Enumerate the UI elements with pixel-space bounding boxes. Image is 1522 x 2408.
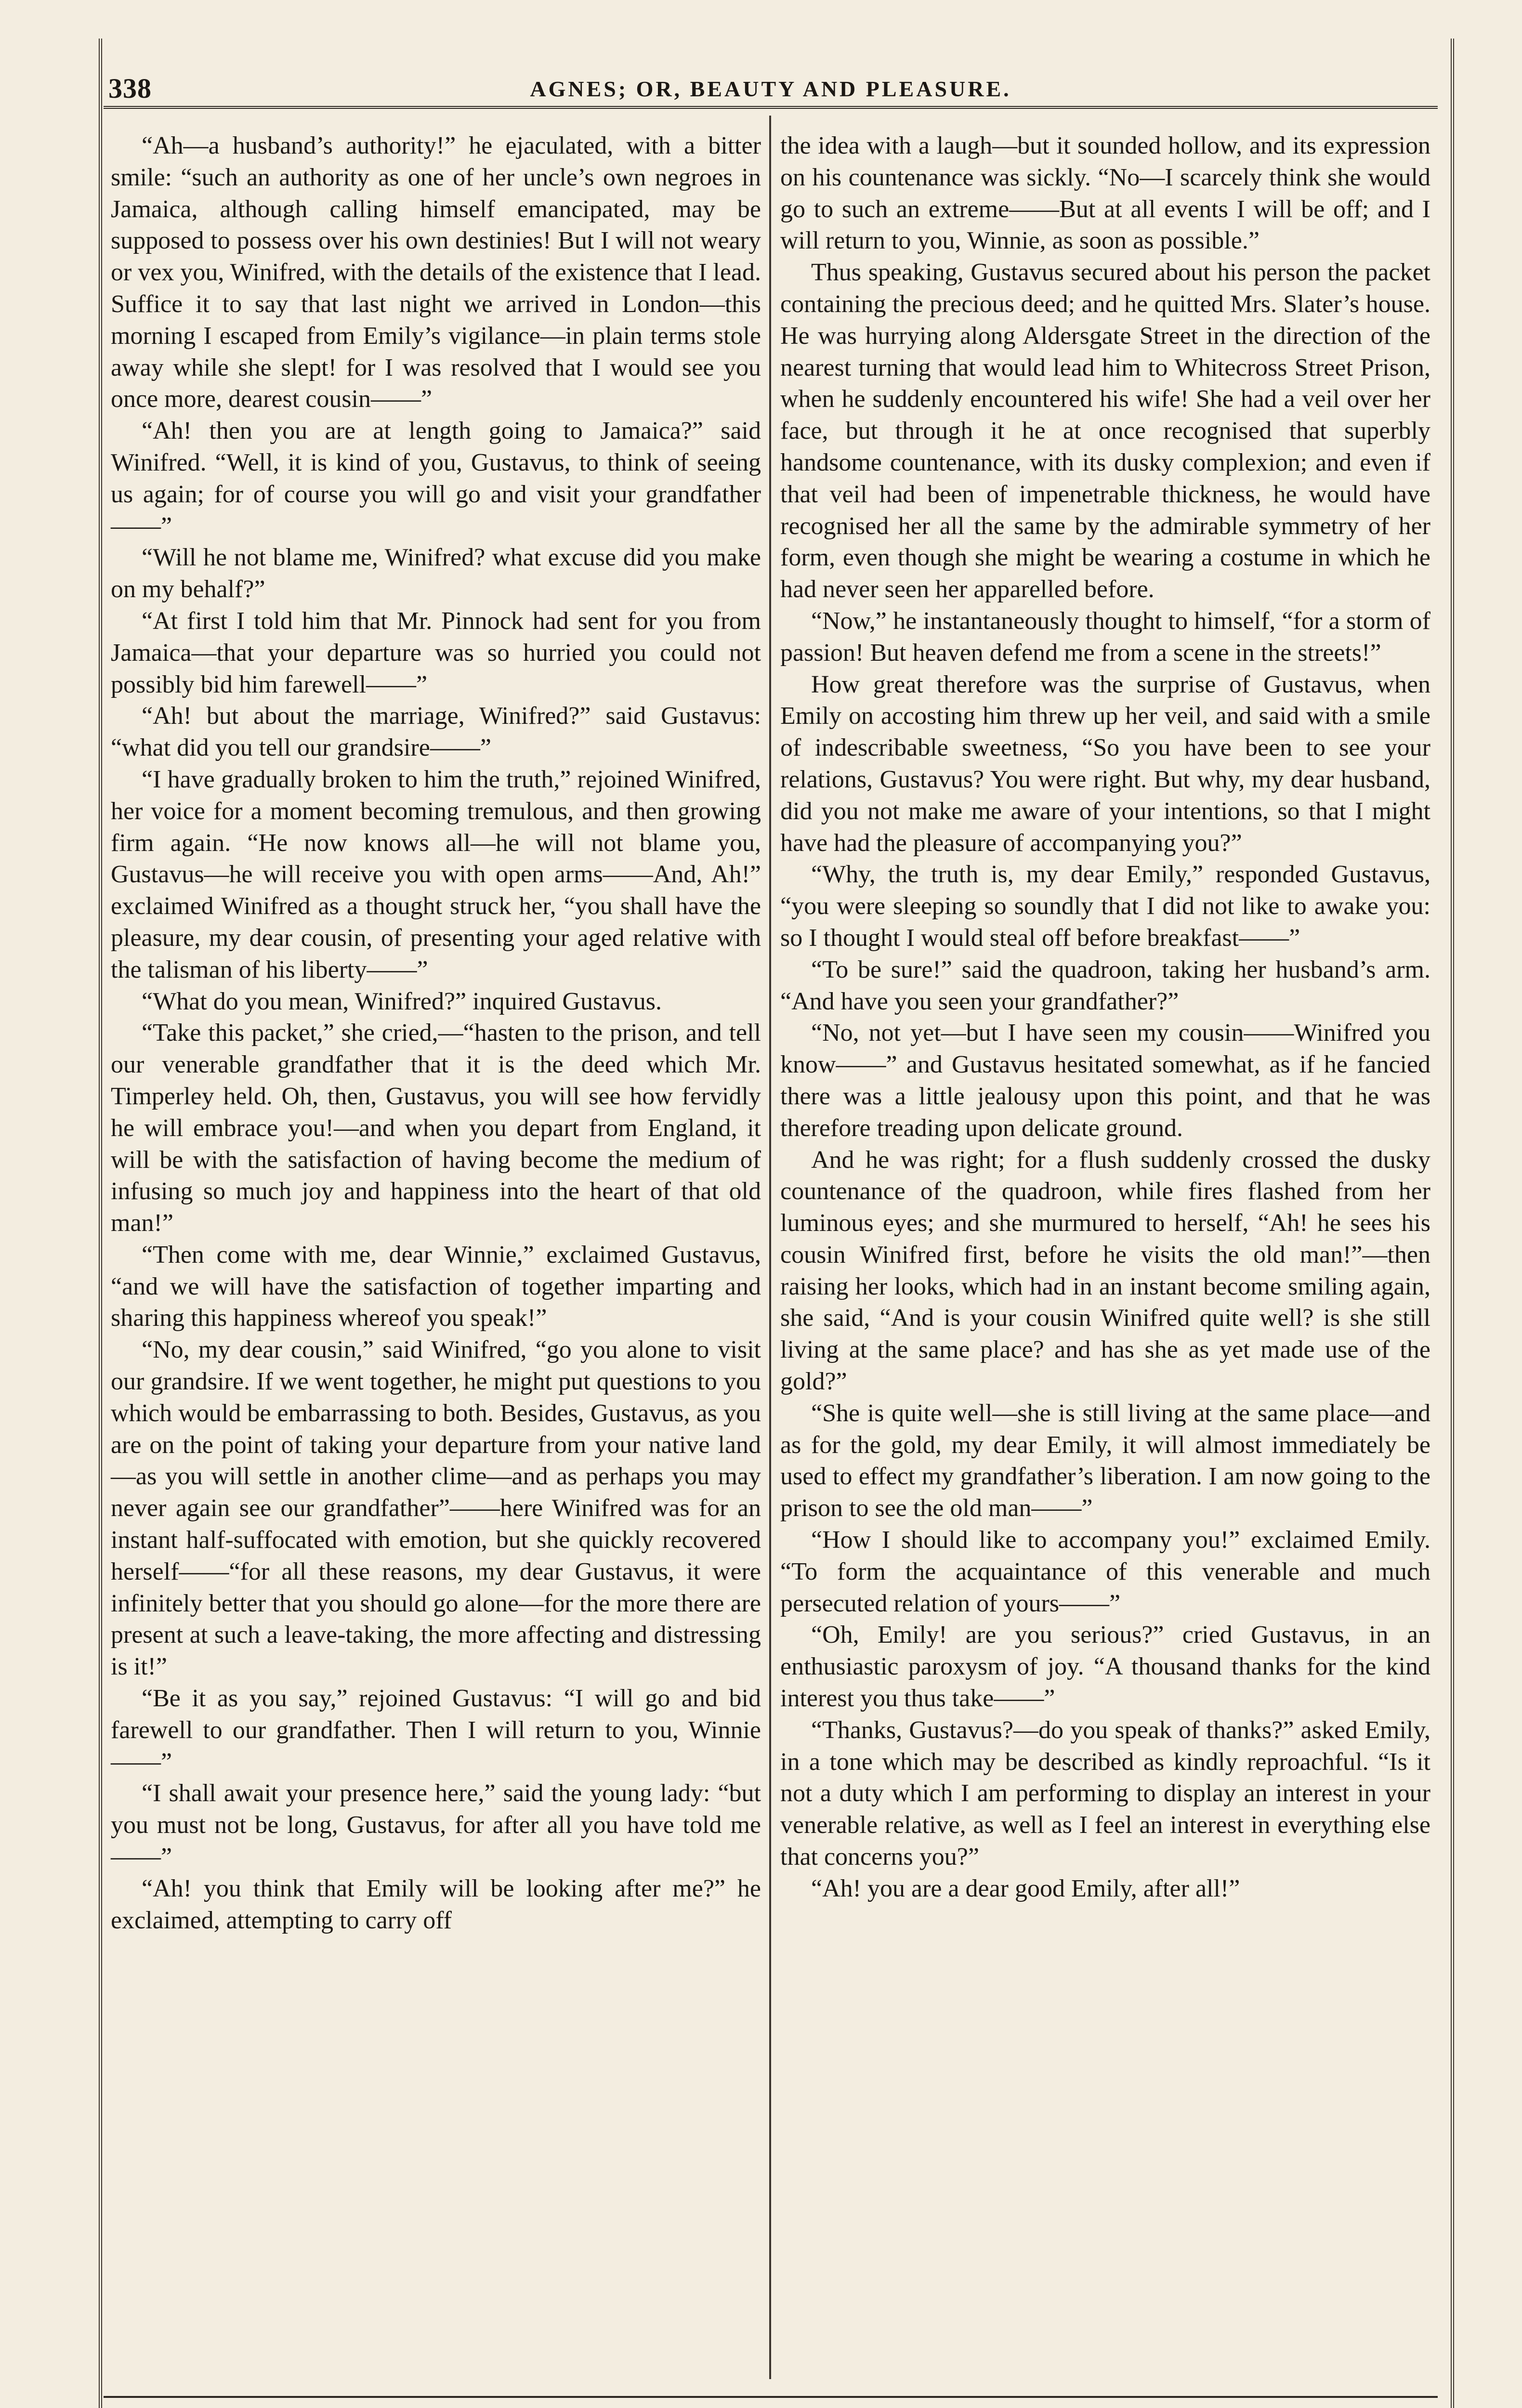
bottom-rule xyxy=(104,2396,1438,2398)
running-header xyxy=(104,72,1438,109)
paragraph: “Why, the truth is, my dear Emily,” responded Gustavus, “you were sleeping so soundly that I did not like to awake you: so I thought I would steal off before breakfast——” xyxy=(780,861,1430,952)
paragraph: “Take this packet,” she cried,—“hasten to the prison, and tell our venerable grandfather that it is the deed which Mr. Timperley held. Oh, then, Gustavus, you will see how fervidly he will embrace you!—and when you depart from England, it will be with the satisfaction of having become the medium of infusing so much joy and happiness into the heart of that old man!” xyxy=(111,1019,761,1237)
paragraph: “I shall await your presence here,” said the young lady: “but you must not be long, Gustavus, for after all you have told me——” xyxy=(111,1780,761,1871)
paragraph: “Will he not blame me, Winifred? what excuse did you make on my behalf?” xyxy=(111,544,761,603)
right-column xyxy=(780,130,1430,1905)
running-title: AGNES; OR, BEAUTY AND PLEASURE. xyxy=(530,77,1011,101)
paragraph: And he was right; for a flush suddenly crossed the dusky countenance of the quadroon, while fires flashed from her luminous eyes; and she murmured to herself, “Ah! he sees his cousin Winifred first, before he visits the old man!”—then raising her looks, which had in an instant become smiling again, she said, “And is your cousin Winifred quite well? is she still living at the same place? and has she as yet made use of the gold?” xyxy=(780,1146,1430,1396)
paragraph: “I have gradually broken to him the truth,” rejoined Winifred, her voice for a moment becoming tremulous, and then growing firm again. “He now knows all—he will not blame you, Gustavus—he will receive you with open arms——And, Ah!” exclaimed Winifred as a thought struck her, “you shall have the pleasure, my dear cousin, of presenting your aged relative with the talisman of his liberty——” xyxy=(111,765,761,983)
paragraph: How great therefore was the surprise of Gustavus, when Emily on accosting him threw up her veil, and said with a smile of indescribable sweetness, “So you have been to see your relations, Gustavus? You were right. But why, my dear husband, did you not make me aware of your intentions, so that I might have had the pleasure of accompanying you?” xyxy=(780,670,1430,857)
column-divider xyxy=(769,116,771,2379)
paragraph: “At first I told him that Mr. Pinnock had sent for you from Jamaica—that your departure was so hurried you could not possibly bid him farewell——” xyxy=(111,607,761,698)
paragraph: “Ah—a husband’s authority!” he ejaculated, with a bitter smile: “such an authority as one of her uncle’s own negroes in Jamaica, although calling himself emancipated, may be supposed to possess over his own destinies! But I will not weary or vex you, Winifred, with the details of the existence that I lead. Suffice it to say that last night we arrived in London—this morning I escaped from Emily’s vigilance—in plain terms stole away while she slept! for I was resolved that I would see you once more, dearest cousin——” xyxy=(111,132,761,413)
paragraph: “No, not yet—but I have seen my cousin——Winifred you know——” and Gustavus hesitated somewhat, as if he fancied there was a little jealousy upon this point, and that he was therefore treading upon delicate ground. xyxy=(780,1019,1430,1142)
paragraph: Thus speaking, Gustavus secured about his person the packet containing the precious deed; and he quitted Mrs. Slater’s house. He was hurrying along Aldersgate Street in the direction of the nearest turning that would lead him to Whitecross Street Prison, when he suddenly encountered his wife! She had a veil over her face, but through it he at once recognised that superbly handsome countenance, with its dusky complexion; and even if that veil had been of impenetrable thickness, he would have recognised her all the same by the admirable symmetry of her form, even though she might be wearing a costume in which he had never seen her apparelled before. xyxy=(780,259,1430,603)
paragraph: “Thanks, Gustavus?—do you speak of thanks?” asked Emily, in a tone which may be described as kindly reproachful. “Is it not a duty which I am performing to display an interest in your venerable relative, as well as I feel an interest in everything else that concerns you?” xyxy=(780,1716,1430,1871)
left-column xyxy=(111,130,761,1936)
paragraph: “Oh, Emily! are you serious?” cried Gustavus, in an enthusiastic paroxysm of joy. “A thousand thanks for the kind interest you thus take——” xyxy=(780,1621,1430,1713)
paragraph: “Be it as you say,” rejoined Gustavus: “I will go and bid farewell to our grandfather. Then I will return to you, Winnie——” xyxy=(111,1685,761,1776)
paragraph: “No, my dear cousin,” said Winifred, “go you alone to visit our grandsire. If we went together, he might put questions to you which would be embarrassing to both. Besides, Gustavus, as you are on the point of taking your departure from your native land—as you will settle in another clime—and as perhaps you may never again see our grandfather”——here Winifred was for an instant half-suffocated with emotion, but she quickly recovered herself——“for all these reasons, my dear Gustavus, it were infinitely better that you should go alone—for the more there are present at such a leave-taking, the more affecting and distressing is it!” xyxy=(111,1336,761,1681)
paragraph: “Ah! then you are at length going to Jamaica?” said Winifred. “Well, it is kind of you, Gustavus, to think of seeing us again; for of course you will go and visit your grandfather——” xyxy=(111,417,761,540)
paragraph: “What do you mean, Winifred?” inquired Gustavus. xyxy=(142,987,662,1015)
paragraph: “Now,” he instantaneously thought to himself, “for a storm of passion! But heaven defend me from a scene in the streets!” xyxy=(780,607,1430,667)
paragraph: “Ah! you think that Emily will be looking after me?” he exclaimed, attempting to carry off xyxy=(111,1874,761,1934)
paragraph: “She is quite well—she is still living at the same place—and as for the gold, my dear Emily, it will almost immediately be used to effect my grandfather’s liberation. I am now going to the prison to see the old man——” xyxy=(780,1399,1430,1522)
paragraph: “Then come with me, dear Winnie,” exclaimed Gustavus, “and we will have the satisfaction of together imparting and sharing this happiness whereof you speak!” xyxy=(111,1241,761,1332)
paragraph: “Ah! but about the marriage, Winifred?” said Gustavus: “what did you tell our grandsire——” xyxy=(111,702,761,762)
paragraph: “To be sure!” said the quadroon, taking her husband’s arm. “And have you seen your grandfather?” xyxy=(780,955,1430,1015)
paragraph: “How I should like to accompany you!” exclaimed Emily. “To form the acquaintance of this venerable and much persecuted relation of yours——” xyxy=(780,1526,1430,1617)
paragraph: “Ah! you are a dear good Emily, after all!” xyxy=(811,1874,1240,1902)
paragraph-continued: the idea with a laugh—but it sounded hollow, and its expression on his countenance was sickly. “No—I scarcely think she would go to such an extreme——But at all events I will be off; and I will return to you, Winnie, as soon as possible.” xyxy=(780,132,1430,255)
page-number: 338 xyxy=(108,73,152,104)
